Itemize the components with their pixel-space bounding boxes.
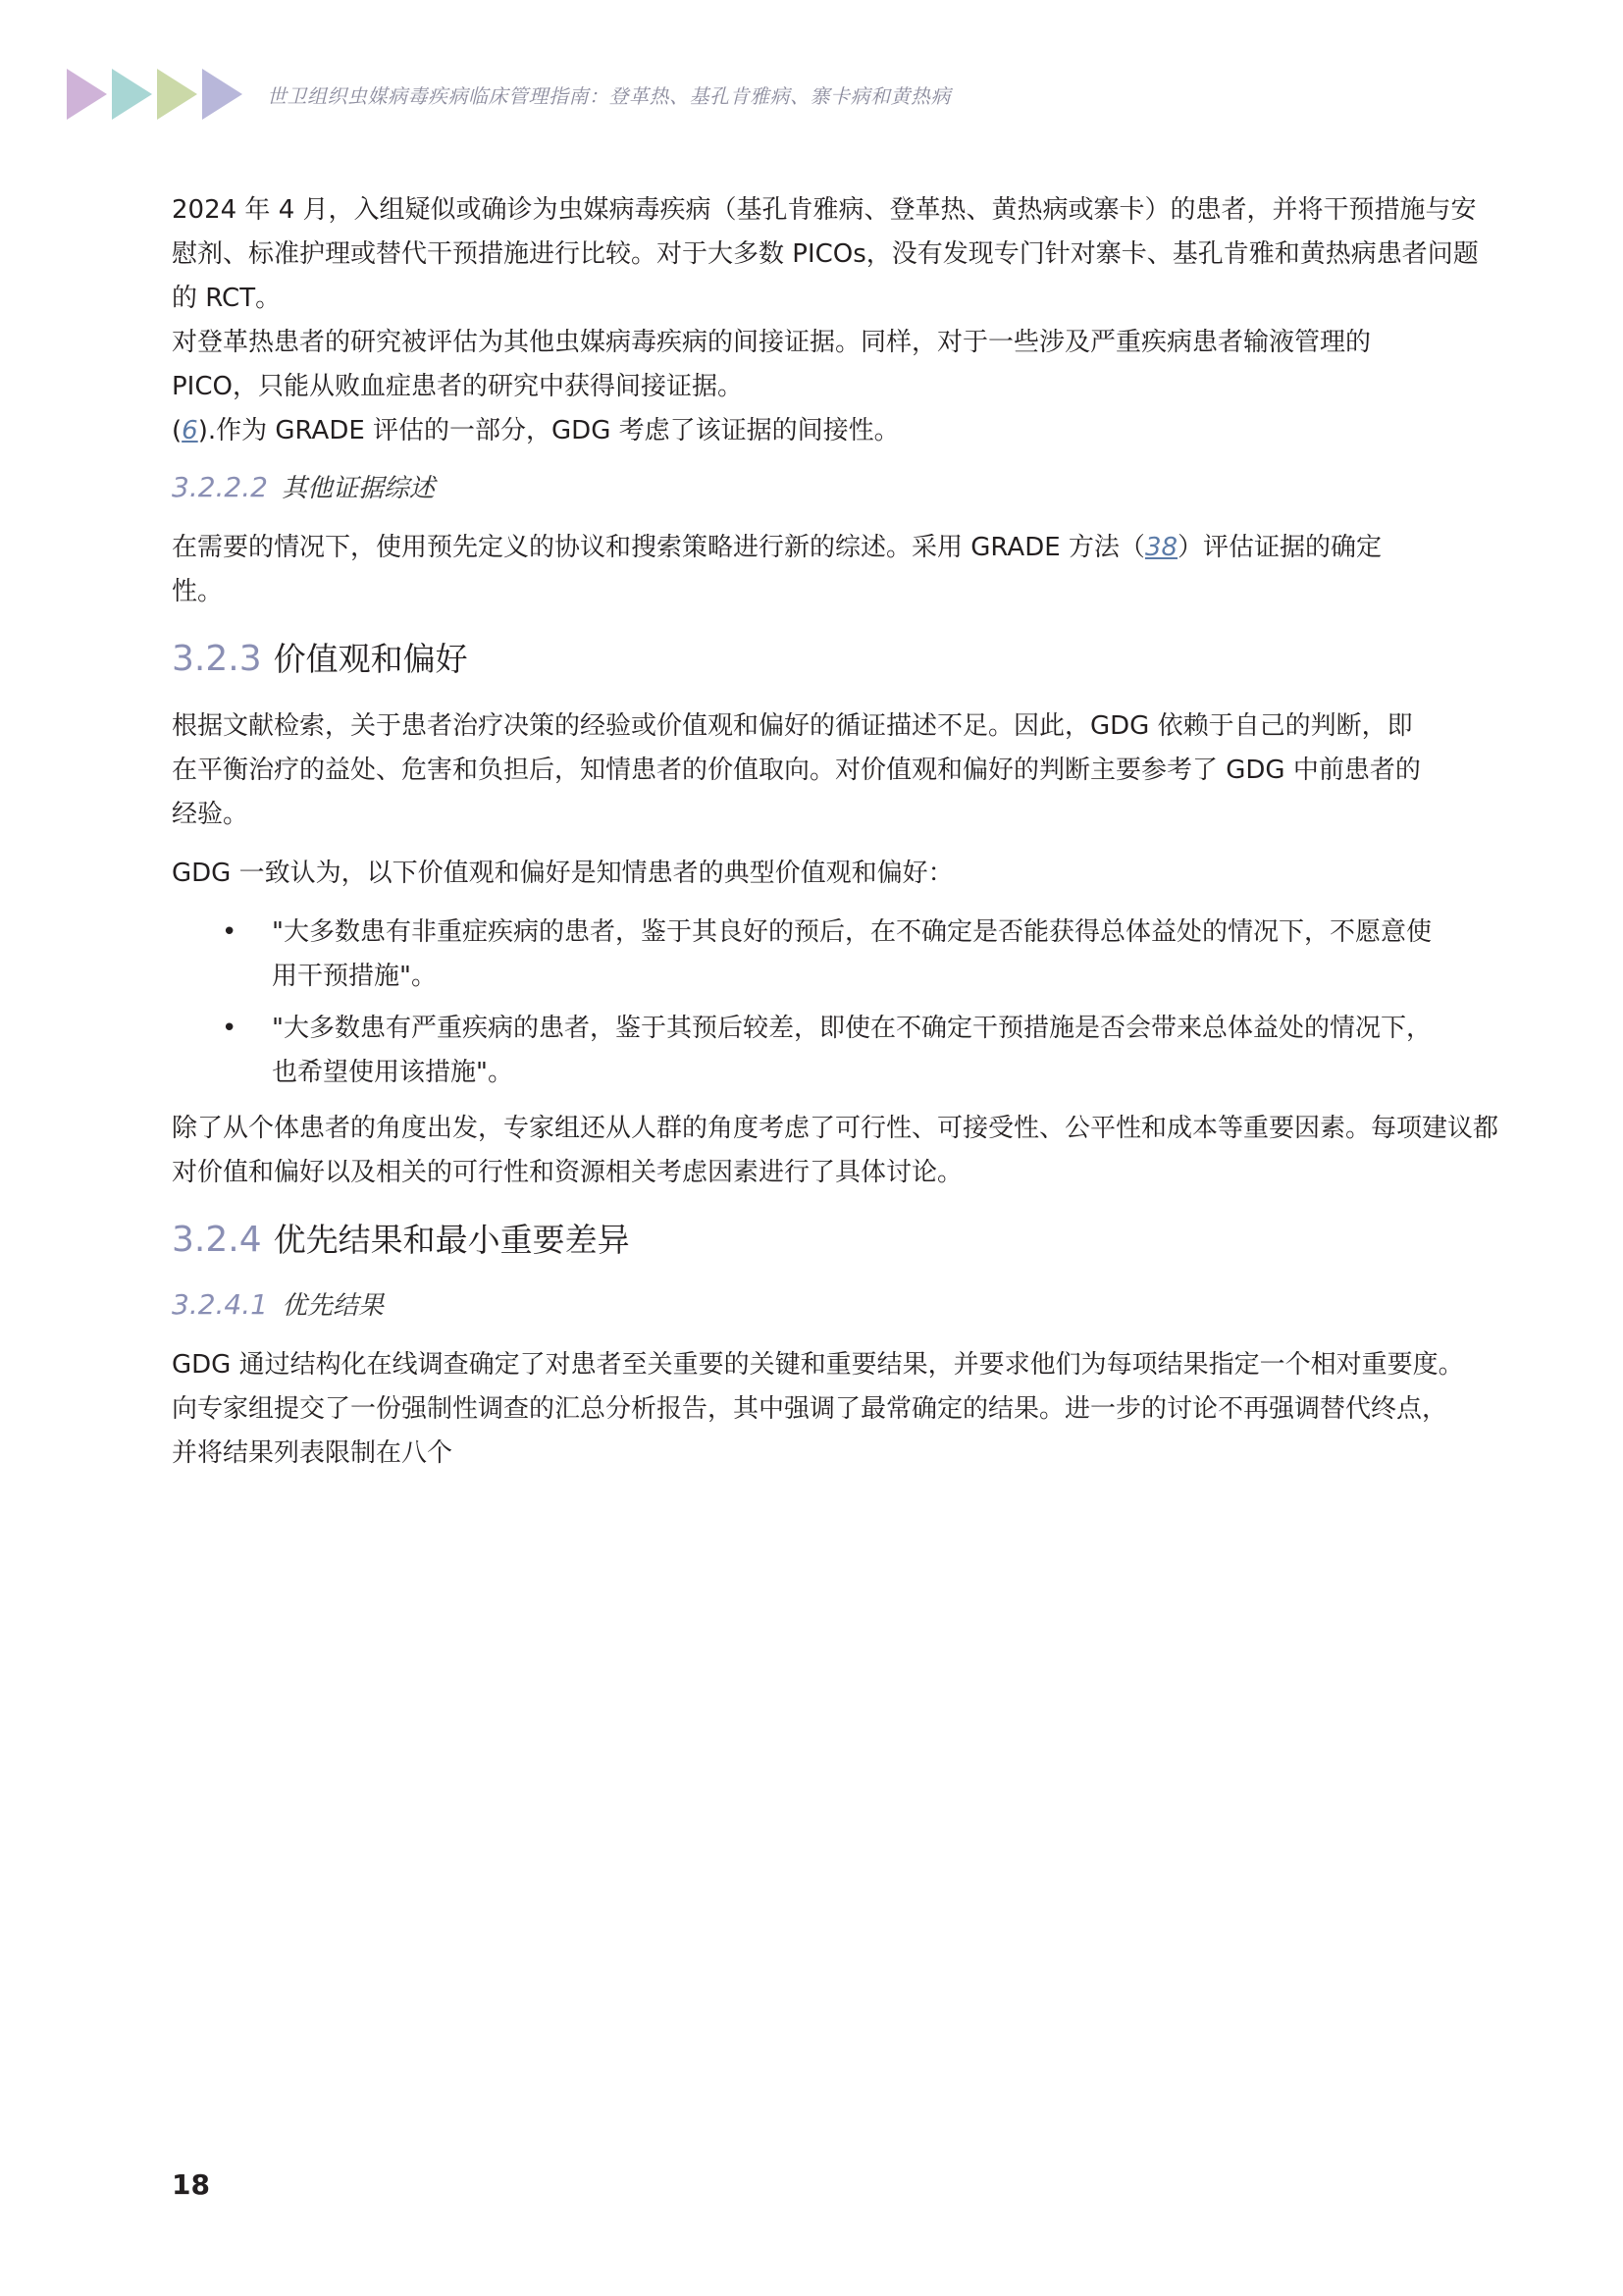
- paragraph: GDG 一致认为，以下价值观和偏好是知情患者的典型价值观和偏好：: [172, 859, 954, 888]
- section-heading-3-2-3: [172, 636, 1506, 683]
- running-header: [67, 67, 951, 122]
- chevron-icon: [202, 69, 242, 120]
- subsection-heading-3-2-2-2: [172, 468, 1506, 508]
- page-number: 18: [172, 2168, 210, 2201]
- paragraph-text: ).作为 GRADE 评估的一部分，GDG 考虑了该证据的间接性。: [197, 416, 900, 445]
- section-heading-3-2-4: [172, 1217, 1506, 1264]
- citation-link[interactable]: 6: [182, 416, 198, 445]
- citation-open: (: [172, 416, 183, 445]
- bullet-list: [172, 911, 1447, 1095]
- paragraph: [172, 409, 1506, 453]
- paragraph: [172, 526, 1418, 614]
- section-title: 优先结果: [281, 1291, 384, 1321]
- section-title: 优先结果和最小重要差异: [273, 1221, 630, 1259]
- list-item-text: "大多数患有非重症疾病的患者，鉴于其良好的预后，在不确定是否能获得总体益处的情况下，不愿意使用干预措施"。: [272, 917, 1432, 991]
- paragraph: 除了从个体患者的角度出发，专家组还从人群的角度考虑了可行性、可接受性、公平性和成本等重要因素。每项建议都对价值和偏好以及相关的可行性和资源相关考虑因素进行了具体讨论。: [172, 1114, 1499, 1187]
- section-number: 3.2.2.2: [172, 471, 268, 503]
- section-number: 3.2.4.1: [172, 1288, 268, 1321]
- paragraph: 对登革热患者的研究被评估为其他虫媒病毒疾病的间接证据。同样，对于一些涉及严重疾病患者输液管理的 PICO，只能从败血症患者的研究中获得间接证据。: [172, 328, 1372, 401]
- section-title: 其他证据综述: [281, 474, 435, 503]
- section-number: 3.2.3: [172, 639, 262, 679]
- header-title: 世卫组织虫媒病毒疾病临床管理指南：登革热、基孔肯雅病、寨卡病和黄热病: [267, 83, 951, 108]
- page-body: [172, 188, 1506, 1490]
- paragraph: 根据文献检索，关于患者治疗决策的经验或价值观和偏好的循证描述不足。因此，GDG 依赖于自己的判断，即在平衡治疗的益处、危害和负担后，知情患者的价值取向。对价值观和偏好的判断主要参考了 GDG 中前患者的经验。: [172, 711, 1421, 829]
- paragraph: 2024 年 4 月，入组疑似或确诊为虫媒病毒疾病（基孔肯雅病、登革热、黄热病或寨卡）的患者，并将干预措施与安慰剂、标准护理或替代干预措施进行比较。对于大多数 PICOs，没有发现专门针对寨卡、基孔肯雅和黄热病患者问题的 RCT。: [172, 195, 1479, 313]
- chevron-icon: [112, 69, 152, 120]
- paragraph-text: 在需要的情况下，使用预先定义的协议和搜索策略进行新的综述。采用 GRADE 方法（: [172, 533, 1145, 562]
- citation-link[interactable]: 38: [1144, 533, 1178, 562]
- list-item: [172, 911, 1447, 999]
- chevron-icon: [67, 69, 107, 120]
- chevron-icon: [157, 69, 197, 120]
- subsection-heading-3-2-4-1: [172, 1285, 1506, 1326]
- bullet-icon: •: [222, 1014, 237, 1043]
- list-item: [172, 1007, 1447, 1095]
- section-title: 价值观和偏好: [273, 640, 468, 678]
- list-item-text: "大多数患有严重疾病的患者，鉴于其预后较差，即使在不确定干预措施是否会带来总体益处的情况下，也希望使用该措施"。: [272, 1014, 1432, 1087]
- paragraph: GDG 通过结构化在线调查确定了对患者至关重要的关键和重要结果，并要求他们为每项结果指定一个相对重要度。向专家组提交了一份强制性调查的汇总分析报告，其中强调了最常确定的结果。进一步的讨论不再强调替代终点，并将结果列表限制在八个: [172, 1350, 1464, 1468]
- paragraph-text: ）评估证据的确定性。: [172, 533, 1383, 606]
- bullet-icon: •: [222, 917, 237, 947]
- section-number: 3.2.4: [172, 1220, 262, 1260]
